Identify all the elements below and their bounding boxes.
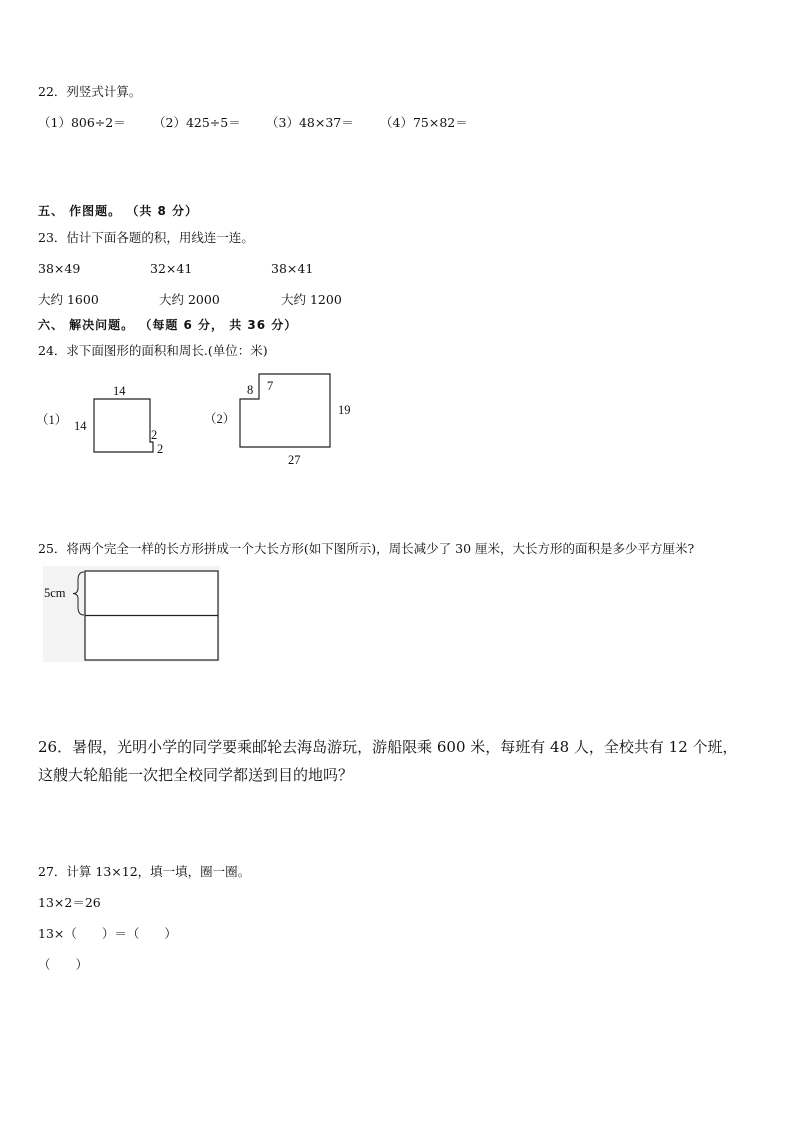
q23-estimate-3: 大约 1200 [281,292,342,307]
q27-line-3: （ ） [38,957,89,972]
q27-line-2: 13×（ ）＝（ ） [38,926,177,941]
q22-item-3: （3）48×37＝ [266,115,354,130]
q24-title: 24．求下面图形的面积和周长.(单位：米) [38,343,268,358]
q22-item-2: （2）425÷5＝ [153,115,241,130]
q23-title: 23．估计下面各题的积，用线连一连。 [38,230,254,245]
q26-line-1: 26．暑假，光明小学的同学要乘邮轮去海岛游玩，游船限乘 600 米，每班有 48 人，全校共有 12 个班， [38,738,738,756]
q23-estimate-2: 大约 2000 [159,292,220,307]
q27-line-1: 13×2＝26 [38,895,101,910]
fig1-notch-h-label: 2 [157,442,164,456]
fig2-notch-v-label: 8 [247,383,254,397]
q23-expr-3: 38×41 [271,261,314,276]
q25-figure [40,566,225,666]
q24-figure-1 [36,376,186,466]
fig2-right-label: 19 [338,403,351,417]
section-6-heading: 六、 解决问题。 （每题 6 分， 共 36 分） [38,318,298,332]
q23-expr-1: 38×49 [38,261,81,276]
q22-title: 22．列竖式计算。 [38,84,142,99]
q27-title: 27．计算 13×12，填一填，圈一圈。 [38,864,251,879]
section-5-heading: 五、 作图题。 （共 8 分） [38,204,199,218]
fig1-index: （1） [36,413,68,427]
brace-label: 5cm [44,586,66,600]
q23-expr-2: 32×41 [150,261,193,276]
q22-item-1: （1）806÷2＝ [38,115,126,130]
q22-item-4: （4）75×82＝ [380,115,468,130]
fig2-index: （2） [204,412,236,426]
fig2-outline [240,374,330,447]
fig1-notch-v-label: 2 [151,428,158,442]
q23-estimate-1: 大约 1600 [38,292,99,307]
q26-line-2: 这艘大轮船能一次把全校同学都送到目的地吗？ [38,766,354,784]
fig2-notch-h-label: 7 [267,379,274,393]
q25-title: 25．将两个完全一样的长方形拼成一个大长方形(如下图所示)，周长减少了 30 厘米，大长方形的面积是多少平方厘米? [38,541,695,556]
fig1-top-label: 14 [113,384,126,398]
q24-figure-2 [204,370,364,470]
fig2-bottom-label: 27 [288,453,301,467]
fig1-left-label: 14 [74,419,87,433]
fig1-outline [94,399,153,452]
